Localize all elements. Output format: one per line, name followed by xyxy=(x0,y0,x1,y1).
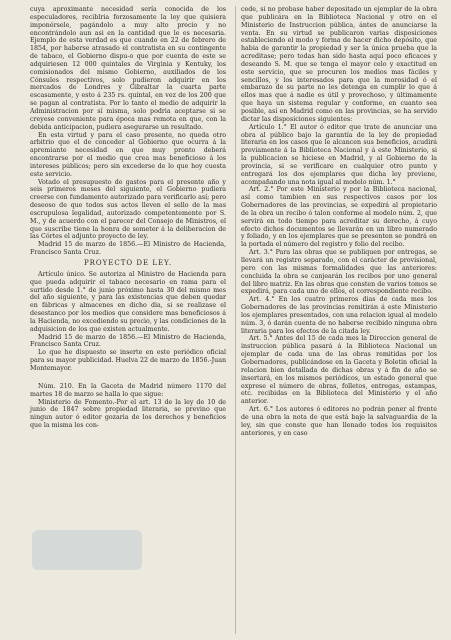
paragraph: cuya aproximante necesidad sería conocida de los especuladores, reciblria forzosamente la ley que quisiera imponérsele, pagándolo a muy alto precio y no encontrándolo aun asi en la cantidad que le es necesaria. Ejemplo de esta verdad es que cuando en 22 de febrero de 1854, por haberse atrasado el contratista en su contingente de tabaco, el Gobierno dispu-o que por cuenta de este se adquiriesen 12 000 quintales de Virginia y Kentuky, los comisionados del mismo Gobierno, auxiliados de los Cónsules respectivos, solo pudieron adquirir en los mercados de Londres y Gibraltar la cuarta parte escasamente, y esto á 235 rs. quintal, en vez de los 200 que se pagan al contratista. Por lo tanto el medio de adquirir la Administracion por sí misma, solo podria aceptarse si se creyese conveniente para época mas remota en que, con la debida anticipacion, pudiera asegurarse un resultado. xyxy=(30,6,226,131)
paragraph: En esta virtud y para el caso presente, no queda otro arbitrio que el de conceder al Gobierno que ocurra á la apremiante necesidad en que muy pronto deberá encontrarse por el medio que crea mas beneficioso á los intereses públicos; pero sin excederse de lo que hoy cuesta este servicio. xyxy=(30,131,226,178)
section-heading: PROYECTO DE LEY. xyxy=(83,259,173,267)
paragraph: Art. 5.° Antes del 15 de cada mes la Direccion general de instruccion pública pasará á la Biblioteca Nacional un ejemplar de cada una de las obras remitidas por los Gobernadores, publicándose en la Gaceta y Boletin oficial la relacion bien detallada de dichas obras y á fin de año se insertará, en los mismos periódicos, un estado general que exprese el número de obras, folletos, entregas, estampas, etc. recibidas en la Biblioteca del Ministerio y el año anterior. xyxy=(241,335,437,406)
paragraph: Artículo único. Se autoriza al Ministro de Hacienda para que pueda adquirir el tabaco necesario en rama para el surtido desde 1.° de junio próximo hasta 30 del mismo mes del año siguiente, y para las existencias que deben quedar en fábricas y almacenes en dicho dia, si se realizase el desestanco por los medios que considere mas beneficiosos á la Hacienda, no excediendo su precio, y las condiciones de la adquisicion de los que existen actualmente. xyxy=(30,270,226,333)
paragraph: Lo que he dispuesto se inserte en este periódico oficial para su mayor publicidad. Huelva 22 de marzo de 1856.-Juan Montemayor. xyxy=(30,349,226,372)
left-column xyxy=(30,6,226,430)
library-stamp-mark xyxy=(32,530,142,570)
paragraph: cede, si no probase haber depositado un ejemplar de la obra que publicára en la Biblioteca Nacional y otro en el Ministerio de Instruccion pública, ántes de anunciarse la venta. En su virtud se publicaron varias disposiciones estableciendo el modo y forma de hacer dicho depósito, que habia de garantir la propiedad y ser la única prueba que la acreditase; pero todas han sido hasta aquí poco eficaces y deseando S. M. que se tenga el mayor celo y exactitud en este servicio, que se procuren los medios mas fáciles y sencillos, y los interesados para que la morosidad ó el embarazo de su parte no les detenga en cumplir lo que á ellos mas que á nadie es útil y provechoso, y últimamente que haya un sistema regular y conforme, en cuanto sea posible, así en Madrid como en las provincias, se ha servido dictar las disposiciones siguientes: xyxy=(241,6,437,123)
column-divider xyxy=(235,6,236,634)
spacer xyxy=(30,373,226,383)
paragraph: Artículo 1.° El autor ó editor que trate de anunciar una obra al público bajo la garantía de la ley de propiedad literaria en los casos que le alcancen sus beneficios, acudirá previamente á la Biblioteca Nacional y á este Ministerio, si la publicacion se hiciese en Madrid, y al Gobierno de la provincia, si se verificare en cualquier otro punto y entregará los dos ejemplares que dicha ley previene, acompañando una nota igual al modelo núm. 1.° xyxy=(241,123,437,186)
paragraph: Art. 2.° Por este Ministerio y por la Biblioteca nacional, así como tambien en sus respectivos casos por los Gobernadores de las provincias, se expedirá al propietario de la obra un recibo ó talon conforme al modelo núm. 2, que servirá en todo tiempo para acreditar su derecho, á cuyo efecto dichos documentos se llevarán en un libro numerado y foliado, y en los ejemplares que se presenten se pondrá en la portada el número del registro y folio del recibo. xyxy=(241,186,437,249)
signature-line: Madrid 15 de marzo de 1856.—El Ministro de Hacienda, Francisco Santa Cruz. xyxy=(30,241,226,257)
paragraph: Art. 4.° En los cuatro primeros dias de cada mes los Gobernadores de las provincias remitirán á este Ministerio los ejemplares presentados, con una relacion igual al modelo núm. 3, ó darán cuenta de no haberse recibido ninguna obra literaria para los efectos de la citada ley. xyxy=(241,296,437,335)
right-column xyxy=(241,6,437,437)
paragraph: Art. 3.° Para las obras que se publiquen por entregas, se llevará un registro separado, con el carácter de provisional, pero con las mismas formalidades que las anteriores: concluida la obra se canjearán los recibos por uno general del libro matriz. En las obras que consten de varios tomos se expedirá, para cada uno de ellos, el correspondiente recibo. xyxy=(241,249,437,296)
paragraph: Art. 6.° Los autores ó editores no podrán poner al frente de una obra la nota de que está bajo la salvaguardia de la ley, sin que conste que han llenado todos los requisitos anteriores, y en caso xyxy=(241,406,437,437)
paragraph: Núm. 210. En la Gaceta de Madrid número 1170 del martes 18 de marzo se halla lo que sigue: xyxy=(30,382,226,398)
signature-line: Madrid 15 de marzo de 1856.—El Ministro de Hacienda, Francisco Santa Cruz. xyxy=(30,333,226,349)
paragraph: Votado el presupuesto de gastos para el presente año y seis primeros meses del siguiente, el Gobierno pudiera creerse con fundamento autorizado para verificarlo así; pero deseoso de que todos sus actos lleven el sello de la mas escrupulosa legalidad, autorizado competentemente por S. M., y de acuerdo con el parecer del Consejo de Ministros, el que suscribe tiene la honra de someter á la deliberacion de las Córtes el adjunto proyecto de ley. xyxy=(30,178,226,241)
paragraph: Ministerio de Fomento.-Por el art. 13 de la ley de 10 de junio de 1847 sobre propiedad literaria, se previno que ningun autor ó editor gozaria de los derechos y beneficios que la misma les con- xyxy=(30,398,226,430)
